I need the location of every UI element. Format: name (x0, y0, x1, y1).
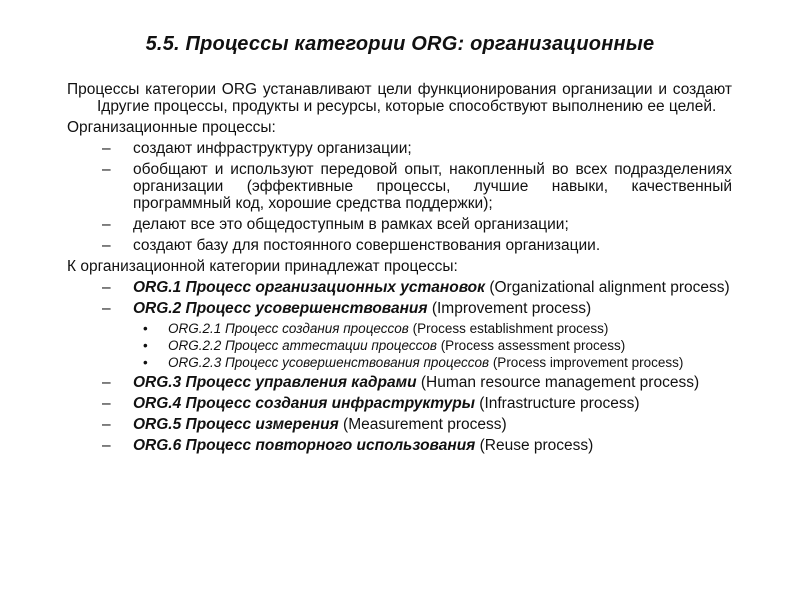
bullet-marker: • (143, 338, 148, 353)
slide-body (67, 81, 732, 458)
dash-marker: – (102, 395, 111, 412)
org-process-list (67, 140, 732, 254)
process-english: (Infrastructure process) (479, 395, 640, 412)
list-item (67, 237, 732, 254)
subprocess-item (133, 355, 732, 370)
dash-marker: – (102, 140, 111, 157)
intro-paragraph: Процессы категории ORG устанавливают цели функционирования организации и создают Ідругие процессы, продукты и ресурсы, которые способствуют выполнению ее целей. (67, 81, 732, 115)
list-item-text: делают все это общедоступным в рамках всей организации; (133, 216, 569, 233)
process-item-org6 (67, 437, 732, 454)
process-code: ORG.2 (133, 300, 182, 317)
dash-marker: – (102, 416, 111, 433)
slide-title: 5.5. Процессы категории ORG: организационные (145, 33, 655, 55)
dash-marker: – (102, 161, 111, 178)
process-name: Процесс измерения (185, 416, 339, 433)
process-english: (Measurement process) (343, 416, 507, 433)
process-code: ORG.6 (133, 437, 182, 454)
org-processes-heading: Организационные процессы: (67, 119, 276, 136)
process-item-org1 (67, 279, 732, 296)
dash-marker: – (102, 216, 111, 233)
dash-marker: – (102, 374, 111, 391)
subprocess-list (133, 321, 732, 370)
process-code: ORG.4 (133, 395, 182, 412)
list-item-text: обобщают и используют передовой опыт, накопленный во всех подразделениях организации (эффективные процессы, лучшие навыки, качественный программный код, хорошие средства поддержки); (133, 161, 732, 212)
dash-marker: – (102, 300, 111, 317)
process-name: Процесс управления кадрами (185, 374, 417, 391)
process-code: ORG.3 (133, 374, 182, 391)
dash-marker: – (102, 237, 111, 254)
list-item (67, 161, 732, 212)
process-name: Процесс повторного использования (185, 437, 476, 454)
list-item-text: создают инфраструктуру организации; (133, 140, 412, 157)
process-code: ORG.1 (133, 279, 182, 296)
process-name: Процесс создания инфраструктуры (185, 395, 475, 412)
category-heading: К организационной категории принадлежат процессы: (67, 258, 458, 275)
process-english: (Reuse process) (479, 437, 594, 454)
process-item-org2 (67, 300, 732, 370)
dash-marker: – (102, 437, 111, 454)
process-english: (Human resource management process) (420, 374, 700, 391)
process-name: Процесс усовершенствования (185, 300, 428, 317)
subprocess-english: (Process improvement process) (492, 355, 684, 370)
list-item-text: создают базу для постоянного совершенствования организации. (133, 237, 601, 254)
process-name: Процесс организационных установок (185, 279, 486, 296)
subprocess-name: ORG.2.1 Процесс создания процессов (168, 321, 409, 336)
subprocess-english: (Process assessment process) (440, 338, 626, 353)
process-english: (Organizational alignment process) (489, 279, 730, 296)
list-item (67, 140, 732, 157)
subprocess-name: ORG.2.3 Процесс усовершенствования процессов (168, 355, 490, 370)
dash-marker: – (102, 279, 111, 296)
process-english: (Improvement process) (431, 300, 592, 317)
list-item (67, 216, 732, 233)
process-item-org4 (67, 395, 732, 412)
bullet-marker: • (143, 321, 148, 336)
org-category-list (67, 279, 732, 454)
subprocess-item (133, 338, 732, 353)
subprocess-name: ORG.2.2 Процесс аттестации процессов (168, 338, 437, 353)
process-item-org3 (67, 374, 732, 391)
process-item-org5 (67, 416, 732, 433)
process-code: ORG.5 (133, 416, 182, 433)
subprocess-item (133, 321, 732, 336)
subprocess-english: (Process establishment process) (412, 321, 609, 336)
bullet-marker: • (143, 355, 148, 370)
